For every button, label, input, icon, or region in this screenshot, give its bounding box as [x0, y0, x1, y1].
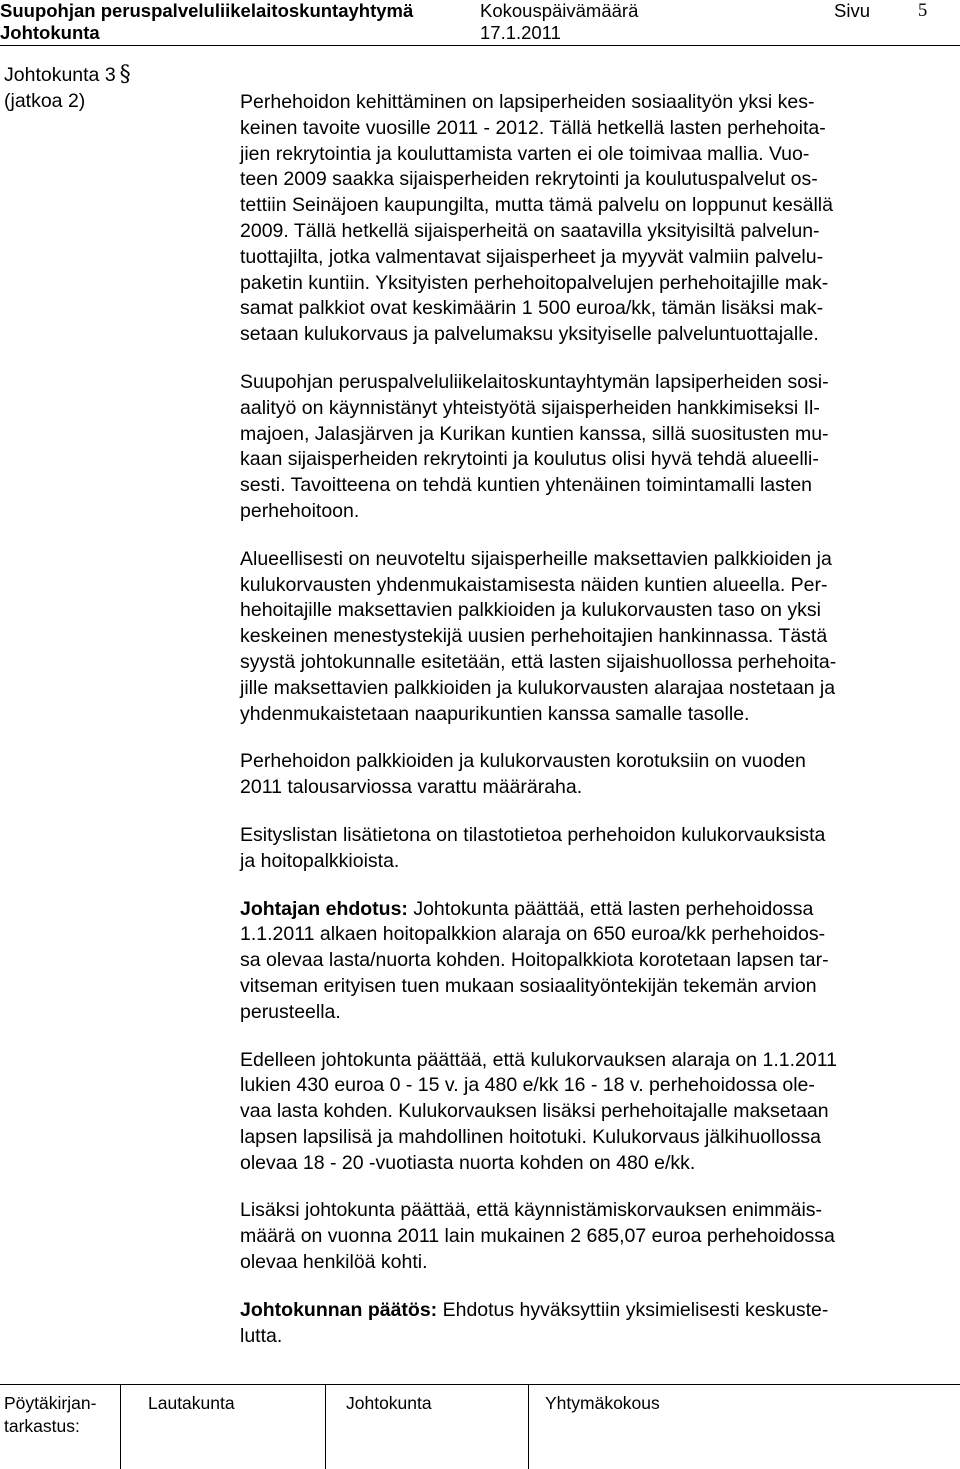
text-line: vaa lasta kohden. Kulukorvauksen lisäksi perhehoitajalle maksetaan [240, 1100, 829, 1123]
text-line: olevaa henkilöä kohti. [240, 1251, 428, 1274]
text-line: hehoitajille maksettavien palkkioiden ja kulukorvausten taso on yksi [240, 599, 821, 622]
text-line: samat palkkiot ovat keskimäärin 1 500 euroa/kk, tämän lisäksi mak- [240, 297, 824, 320]
text-line: keskeinen menestystekijä uusien perhehoitajien hankinnassa. Tästä [240, 625, 828, 648]
agenda-item-title [4, 62, 131, 88]
minutes-check-label [4, 1392, 96, 1438]
text-line: jien rekrytointia ja kouluttamista varten ei ole toimivaa mallia. Vuo- [240, 142, 810, 165]
text-line: lukien 430 euroa 0 - 15 v. ja 480 e/kk 16 - 18 v. perhehoidossa ole- [240, 1074, 815, 1097]
text-line: teen 2009 saakka sijaisperheiden rekrytointi ja koulutuspalvelut os- [240, 168, 818, 191]
text-line: syystä johtokunnalle esitetään, että lasten sijaishuollossa perhehoita- [240, 650, 837, 673]
text-line: perusteella. [240, 1000, 341, 1023]
paragraph-5 [240, 823, 952, 875]
header-rule [0, 45, 960, 46]
paragraph-4 [240, 749, 952, 801]
board-decision [240, 1298, 952, 1350]
footer-johtokunta: Johtokunta [346, 1393, 432, 1413]
text-line: ja hoitopalkkioista. [240, 849, 400, 872]
text-line: tuottajilta, jotka valmentavat sijaisperheet ja myyvät valmiin palvelu- [240, 245, 824, 268]
agenda-item-heading [4, 62, 131, 114]
text-line: perhehoitoon. [240, 499, 360, 522]
text-line: olevaa 18 - 20 -vuotiasta nuorta kohden on 480 e/kk. [240, 1151, 696, 1174]
text-line: yhdenmukaistetaan naapurikuntien kanssa samalle tasolle. [240, 702, 750, 725]
text-line: sesti. Tavoitteena on tehdä kuntien yhtenäinen toimintamalli lasten [240, 474, 813, 497]
footer-lautakunta: Lautakunta [148, 1393, 235, 1413]
organization-name: Suupohjan peruspalveluliikelaitoskuntayhtymä [0, 0, 414, 21]
section-sign: § [119, 62, 131, 87]
minutes-check-label-line: tarkastus: [4, 1416, 80, 1436]
footer-divider [325, 1384, 326, 1469]
body-label: Johtokunta [0, 22, 100, 43]
paragraph-7 [240, 1198, 952, 1275]
text-line: keinen tavoite vuosille 2011 - 2012. Tällä hetkellä lasten perhehoita- [240, 116, 826, 139]
text-line: Lisäksi johtokunta päättää, että käynnistämiskorvauksen enimmäis- [240, 1199, 823, 1222]
text-line: 1.1.2011 alkaen hoitopalkkion alaraja on 650 euroa/kk perhehoidos- [240, 923, 826, 946]
minutes-check-label-line: Pöytäkirjan- [4, 1393, 97, 1413]
paragraph-3 [240, 547, 952, 728]
decision-label: Johtokunnan päätös: [240, 1298, 438, 1321]
text-line: lapsen lapsilisä ja mahdollinen hoitotuki. Kulukorvaus jälkihuollossa [240, 1125, 822, 1148]
footer-divider [528, 1384, 529, 1469]
text-line: jille maksettavien palkkioiden ja kulukorvausten alarajaa nostetaan ja [240, 676, 836, 699]
agenda-item-label: Johtokunta 3 [4, 64, 116, 86]
page-number: 5 [918, 1, 928, 21]
footer-rule [0, 1384, 960, 1385]
page-header [0, 0, 960, 46]
continued-label: (jatkoa 2) [4, 90, 86, 112]
director-proposal [240, 897, 952, 1026]
text-line: 2011 talousarviossa varattu määräraha. [240, 776, 583, 799]
proposal-label: Johtajan ehdotus: [240, 897, 408, 920]
text-line: tettiin Seinäjoen kaupungilta, mutta tämä palvelu on loppunut kesällä [240, 194, 833, 217]
text-line: majoen, Jalasjärven ja Kurikan kuntien kanssa, sillä suositusten mu- [240, 422, 829, 445]
text-line: sa olevaa lasta/nuorta kohden. Hoitopalkkiota korotetaan lapsen tar- [240, 949, 829, 972]
text-line: vitseman erityisen tuen mukaan sosiaalityöntekijän tekemän arvion [240, 974, 817, 997]
paragraph-6 [240, 1048, 952, 1177]
text-line: aalityö on käynnistänyt yhteistyötä sijaisperheiden hankkimiseksi Il- [240, 396, 820, 419]
text-line: Perhehoidon palkkioiden ja kulukorvausten korotuksiin on vuoden [240, 750, 806, 773]
text-line: Edelleen johtokunta päättää, että kulukorvauksen alaraja on 1.1.2011 [240, 1048, 837, 1071]
text-line: Suupohjan peruspalveluliikelaitoskuntayhtymän lapsiperheiden sosi- [240, 370, 829, 393]
text-line: Esityslistan lisätietona on tilastotietoa perhehoidon kulukorvauksista [240, 823, 826, 846]
page-label: Sivu [834, 0, 870, 21]
paragraph-2 [240, 370, 952, 525]
text-line: kulukorvausten yhdenmukaistamisesta näiden kuntien alueella. Per- [240, 573, 828, 596]
footer-yhtymakokous: Yhtymäkokous [545, 1393, 660, 1413]
text-line: Johtokunta päättää, että lasten perhehoidossa [407, 897, 814, 920]
text-line: Ehdotus hyväksyttiin yksimielisesti keskuste- [437, 1298, 829, 1321]
minutes-body [240, 90, 952, 1349]
text-line: lutta. [240, 1324, 283, 1347]
text-line: Alueellisesti on neuvoteltu sijaisperheille maksettavien palkkioiden ja [240, 547, 832, 570]
text-line: määrä on vuonna 2011 lain mukainen 2 685,07 euroa perhehoidossa [240, 1225, 835, 1248]
text-line: kaan sijaisperheiden rekrytointi ja koulutus olisi hyvä tehdä alueelli- [240, 448, 819, 471]
text-line: Perhehoidon kehittäminen on lapsiperheiden sosiaalityön yksi kes- [240, 91, 815, 113]
text-line: 2009. Tällä hetkellä sijaisperheitä on saatavilla yksityisiltä palvelun- [240, 219, 820, 242]
text-line: paketin kuntiin. Yksityisten perhehoitopalvelujen perhehoitajille mak- [240, 271, 829, 294]
date-value: 17.1.2011 [480, 22, 561, 43]
date-label: Kokouspäivämäärä [480, 0, 639, 21]
paragraph-1 [240, 90, 952, 348]
footer-divider [120, 1384, 121, 1469]
text-line: setaan kulukorvaus ja palvelumaksu yksityiselle palveluntuottajalle. [240, 323, 819, 346]
